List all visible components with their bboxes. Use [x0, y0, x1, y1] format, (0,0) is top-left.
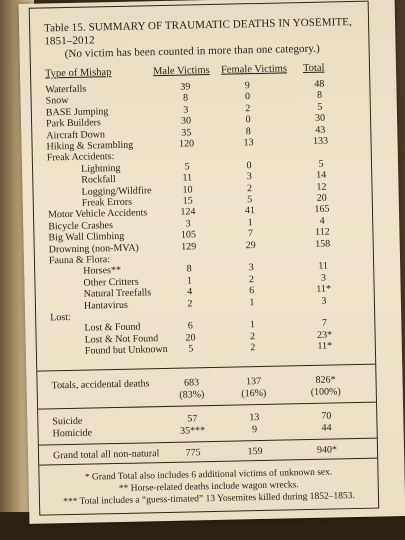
row-male: 3	[183, 104, 189, 116]
footnotes	[39, 466, 378, 509]
row-total: 4	[319, 215, 325, 227]
row-total: 11*	[316, 283, 332, 296]
row-label: Drowning (non-MVA)	[48, 242, 139, 256]
row-total: 48	[314, 78, 325, 90]
row-label: Freak Errors	[81, 196, 133, 209]
row-total: 7	[321, 318, 327, 330]
row-label: Horses**	[83, 265, 122, 278]
row-label: Rockfall	[81, 174, 116, 186]
row-total: 30	[314, 112, 326, 124]
row-male	[171, 252, 207, 253]
row-label: Homicide	[52, 427, 93, 440]
row-label: Fauna & Flora:	[48, 254, 111, 267]
row-label: Hantavirus	[83, 299, 128, 312]
row-female: 1	[249, 296, 255, 308]
grand-total-label: Grand total all non-natural	[52, 448, 160, 462]
row-male: 5	[188, 343, 194, 355]
row-female: 41	[244, 205, 256, 217]
row-total: 158	[315, 238, 331, 250]
row-label: Suicide	[52, 415, 83, 428]
row-male	[172, 309, 208, 310]
title-line-2: (No victim has been counted in more than one category.)	[64, 42, 320, 61]
row-label: Logging/Wildfire	[81, 184, 152, 198]
footnote-1: * Grand Total also includes 6 additional victims of unknown sex.	[84, 467, 333, 483]
totals-total: 826*	[315, 374, 336, 386]
header-male: Male Victims	[152, 65, 210, 78]
row-male: 57	[187, 413, 198, 425]
row-male: 3	[185, 218, 191, 230]
title-line-1: Table 15. SUMMARY OF TRAUMATIC DEATHS IN YOSEMITE, 1851–2012	[43, 16, 353, 48]
row-total: 8	[316, 90, 323, 102]
row-male: 8	[182, 92, 189, 104]
row-male: 8	[186, 263, 192, 275]
row-total: 23*	[316, 329, 333, 341]
header-female: Female Victims	[220, 63, 288, 76]
row-label: Lost:	[50, 311, 71, 324]
footnote-3: *** Total includes a “guess-timated” 13 Yosemites killed during 1852–1853.	[63, 491, 355, 508]
row-male	[169, 150, 205, 151]
row-label: Motor Vehicle Accidents	[47, 207, 148, 221]
row-total: 3	[320, 272, 327, 284]
totals-female-pct: (16%)	[241, 387, 267, 400]
row-total: 5	[317, 101, 323, 113]
row-total: 70	[321, 410, 332, 422]
row-female: 2	[246, 182, 253, 194]
row-label: Bicycle Crashes	[48, 219, 114, 233]
row-male: 39	[180, 81, 191, 93]
row-total: 44	[321, 422, 332, 434]
row-label: Lost & Found	[84, 321, 141, 335]
grand-total-male: 775	[185, 447, 201, 459]
row-label: Aircraft Down	[46, 128, 106, 142]
row-female: 3	[248, 262, 254, 274]
row-female: 0	[246, 159, 252, 172]
row-male: 15	[182, 195, 193, 207]
row-male: 11	[182, 172, 193, 184]
row-male: 105	[180, 229, 197, 241]
book-page	[19, 0, 405, 524]
row-label: Big Wall Climbing	[48, 231, 125, 244]
row-total	[301, 249, 345, 250]
row-total: 133	[312, 135, 329, 147]
other-rule	[38, 402, 376, 410]
row-label: Natural Treefalls	[83, 287, 152, 300]
row-female: 2	[249, 330, 256, 343]
row-total	[299, 147, 343, 148]
row-label: Hiking & Scrambling	[46, 139, 134, 153]
totals-label: Totals, accidental deaths	[51, 378, 150, 392]
table-title	[44, 16, 361, 62]
row-label: Freak Accidents:	[46, 151, 115, 164]
row-female: 0	[245, 114, 251, 126]
row-label: Park Builders	[46, 117, 101, 130]
row-female: 5	[247, 194, 253, 206]
row-label: Other Critters	[83, 276, 139, 289]
row-total: 20	[316, 192, 327, 204]
footnote-2: ** Horse-related deaths include wagon wrecks.	[118, 480, 299, 495]
row-total: 112	[315, 226, 330, 239]
totals-male-pct: (83%)	[179, 389, 205, 401]
row-male: 124	[180, 206, 196, 219]
grand-total-female: 159	[247, 445, 263, 458]
row-male: 6	[187, 320, 193, 332]
row-female: 9	[244, 80, 250, 92]
row-total: 14	[316, 169, 327, 181]
row-total: 12	[316, 181, 327, 193]
row-female: 0	[244, 91, 251, 103]
row-female: 29	[245, 239, 256, 251]
totals-rule	[37, 364, 375, 372]
row-male: 35	[181, 126, 192, 139]
header-type: Type of Mishap	[44, 67, 112, 80]
row-male: 35***	[179, 425, 206, 437]
totals-female: 137	[245, 376, 262, 388]
row-female	[231, 148, 267, 149]
row-male: 2	[187, 298, 193, 310]
row-male: 129	[181, 240, 197, 253]
row-total: 3	[321, 295, 327, 307]
row-total: 11*	[317, 340, 333, 352]
row-male: 30	[180, 115, 192, 127]
row-label: Found but Unknown	[84, 344, 168, 357]
row-female: 1	[249, 319, 255, 331]
row-female: 13	[249, 412, 260, 424]
header-total: Total	[302, 62, 325, 75]
row-total: 5	[318, 158, 324, 170]
row-female: 2	[245, 102, 251, 115]
totals-male: 683	[183, 377, 200, 389]
row-male: 20	[185, 332, 196, 344]
row-total: 43	[315, 124, 326, 136]
row-female	[233, 251, 269, 252]
row-female	[234, 308, 270, 309]
totals-total-pct: (100%)	[310, 386, 341, 398]
row-total: 11	[318, 260, 329, 273]
row-female: 3	[246, 171, 252, 183]
row-male: 4	[187, 286, 193, 298]
table-frame	[29, 1, 380, 516]
row-male: 1	[186, 275, 193, 287]
row-male: 120	[178, 138, 195, 150]
row-female: 2	[250, 342, 256, 354]
row-female: 7	[247, 228, 254, 240]
row-total: 165	[314, 203, 330, 216]
row-label: Lost & Not Found	[84, 332, 159, 346]
row-label: BASE Jumping	[45, 105, 109, 119]
row-female: 8	[245, 125, 251, 137]
row-female: 9	[251, 424, 258, 436]
row-label: Snow	[45, 95, 69, 107]
row-female: 1	[247, 216, 253, 229]
row-label: Waterfalls	[45, 83, 87, 96]
row-female: 13	[243, 137, 254, 149]
grand-total-total: 940*	[316, 444, 338, 456]
row-total	[302, 306, 346, 307]
row-female: 6	[249, 285, 255, 297]
row-label: Lightning	[80, 162, 121, 175]
row-male: 5	[184, 161, 190, 173]
row-female: 2	[248, 273, 255, 286]
row-male: 10	[182, 183, 193, 196]
